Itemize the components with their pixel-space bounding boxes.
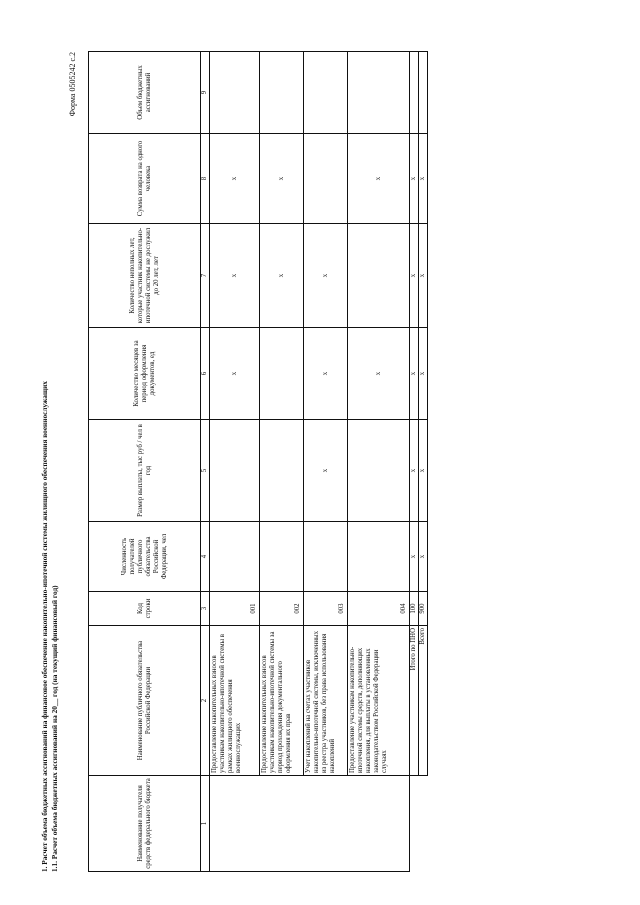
years-cell: x — [304, 224, 348, 328]
allocation-cell — [260, 52, 304, 134]
spacer-cell — [419, 776, 428, 872]
allocation-cell — [210, 52, 260, 134]
payment-cell — [210, 420, 260, 522]
years-cell — [348, 224, 410, 328]
obligation-name: Предоставление накопительных взносов участникам накопительно-ипотечной системы в рамках жилищного обеспечения военнослужащих — [210, 626, 260, 776]
table-row — [348, 52, 410, 872]
col-number: 1 — [201, 776, 210, 872]
row-code: 001 — [210, 592, 260, 626]
years-cell: x — [210, 224, 260, 328]
row-code: 900 — [419, 592, 428, 626]
payment-cell — [348, 420, 410, 522]
form-number: Форма 0505242 с.2 — [68, 52, 77, 117]
years-cell: x — [260, 224, 304, 328]
total-row — [410, 52, 419, 872]
col-header-recipient: Наименование получателя средств федерального бюджета — [89, 776, 201, 872]
col-header-months: Количество месяцев за период оформления документов, ед — [89, 328, 201, 420]
col-number: 8 — [201, 134, 210, 224]
rotated-page — [40, 52, 426, 872]
heading-line-2: 1.1. Расчет объема бюджетных ассигнований на 20__ год (на текущий финансовый год) — [50, 585, 59, 872]
table-row — [260, 52, 304, 872]
col-number: 5 — [201, 420, 210, 522]
page-heading — [40, 381, 60, 872]
months-cell: x — [419, 328, 428, 420]
total-label: Всего — [419, 626, 428, 776]
months-cell: x — [348, 328, 410, 420]
allocation-cell — [419, 52, 428, 134]
col-header-allocation: Объем бюджетных ассигнований — [89, 52, 201, 134]
table-row — [304, 52, 348, 872]
col-number: 4 — [201, 522, 210, 592]
refund-cell: x — [348, 134, 410, 224]
months-cell: x — [304, 328, 348, 420]
refund-cell: x — [260, 134, 304, 224]
total-label: Итого по ПНО — [410, 626, 419, 776]
col-number: 9 — [201, 52, 210, 134]
refund-cell: x — [419, 134, 428, 224]
refund-cell — [304, 134, 348, 224]
obligation-name: Предоставление участникам накопительно-ипотечной системы средств, дополняющих накопления, для выплаты в установленных законодательством Российской Федерации случаях — [348, 626, 410, 776]
allocation-cell — [348, 52, 410, 134]
years-cell: x — [419, 224, 428, 328]
col-header-years: Количество неполных лет, которые участник накопительно-ипотечной системы не дослужил до 20 лет, лет — [89, 224, 201, 328]
payment-cell: x — [419, 420, 428, 522]
col-number: 2 — [201, 626, 210, 776]
allocation-cell — [410, 52, 419, 134]
headcount-cell: x — [419, 522, 428, 592]
refund-cell: x — [410, 134, 419, 224]
obligation-name: Предоставление накопительных взносов участникам накопительно-ипотечной системы за период прохождения документального оформления их прав — [260, 626, 304, 776]
column-number-row — [201, 52, 210, 872]
grand-total-row — [419, 52, 428, 872]
row-code: 002 — [260, 592, 304, 626]
row-code: 003 — [304, 592, 348, 626]
obligation-name: Учет накоплений на счетах участников накопительно-ипотечной системы, исключенных из реестра участников, без права использования накоплений — [304, 626, 348, 776]
refund-cell: x — [210, 134, 260, 224]
calculation-table — [88, 51, 428, 872]
months-cell — [260, 328, 304, 420]
col-number: 7 — [201, 224, 210, 328]
spacer-cell — [410, 776, 419, 872]
row-code: 100 — [410, 592, 419, 626]
payment-cell: x — [304, 420, 348, 522]
col-header-refund: Сумма возврата на одного человека — [89, 134, 201, 224]
header-row — [89, 52, 201, 872]
headcount-cell: x — [410, 522, 419, 592]
months-cell: x — [410, 328, 419, 420]
col-number: 6 — [201, 328, 210, 420]
payment-cell — [260, 420, 304, 522]
allocation-cell — [304, 52, 348, 134]
headcount-cell — [348, 522, 410, 592]
years-cell: x — [410, 224, 419, 328]
col-number: 3 — [201, 592, 210, 626]
months-cell: x — [210, 328, 260, 420]
recipient-cell — [210, 776, 410, 872]
col-header-headcount: Численность получателей публичного обязательства Российской Федерации, чел — [89, 522, 201, 592]
heading-line-1: 1. Расчет объема бюджетных ассигнований на финансовое обеспечение накопительно-ипотечной системы жилищного обеспечения военнослужащих — [40, 381, 49, 872]
col-header-payment-size: Размер выплаты, тыс руб / чел в год — [89, 420, 201, 522]
headcount-cell — [210, 522, 260, 592]
payment-cell: x — [410, 420, 419, 522]
headcount-cell — [304, 522, 348, 592]
headcount-cell — [260, 522, 304, 592]
table-row — [210, 52, 260, 872]
row-code: 004 — [348, 592, 410, 626]
col-header-obligation: Наименование публичного обязательства Российской Федерации — [89, 626, 201, 776]
col-header-code: Код строки — [89, 592, 201, 626]
